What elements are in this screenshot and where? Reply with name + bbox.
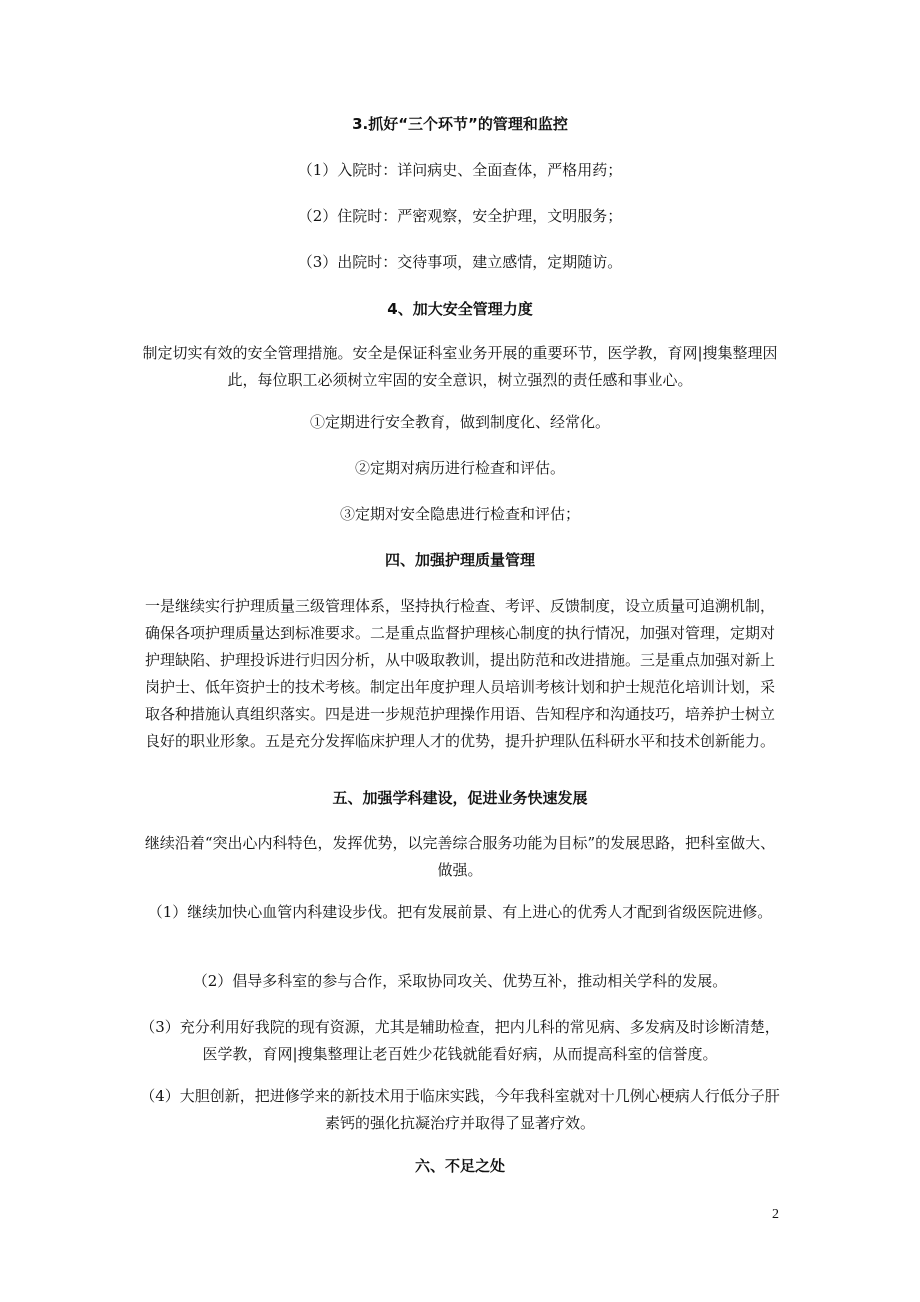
item-innovation: （4）大胆创新，把进修学来的新技术用于临床实践，今年我科室就对十几例心梗病人行低分子肝素钙的强化抗凝治疗并取得了显著疗效。 [140,1087,780,1132]
item-hospitalization: （2）住院时：严密观察，安全护理，文明服务； [297,207,623,225]
heading-shortcomings: 六、不足之处 [414,1157,505,1175]
item-record-check: ②定期对病历进行检查和评估。 [354,459,565,477]
heading-three-links: 3.抓好“三个环节”的管理和监控 [352,115,568,133]
item-discharge: （3）出院时：交待事项，建立感情，定期随访。 [297,253,623,271]
paragraph-safety-measures: 制定切实有效的安全管理措施。安全是保证科室业务开展的重要环节，医学教，育网|搜集整理因此，每位职工必须树立牢固的安全意识，树立强烈的责任感和事业心。 [142,344,778,389]
heading-discipline-building: 五、加强学科建设，促进业务快速发展 [332,789,588,807]
heading-safety-management: 4、加大安全管理力度 [387,300,533,318]
item-resource-use: （3）充分利用好我院的现有资源，尤其是辅助检查，把内儿科的常见病、多发病及时诊断清楚，医学教，育网|搜集整理让老百姓少花钱就能看好病，从而提高科室的信誉度。 [140,1018,780,1063]
paragraph-nursing-quality: 一是继续实行护理质量三级管理体系，坚持执行检查、考评、反馈制度，设立质量可追溯机制，确保各项护理质量达到标准要求。二是重点监督护理核心制度的执行情况，加强对管理，定期对护理缺陷、护理投诉进行归因分析，从中吸取教训，提出防范和改进措施。三是重点加强对新上岗护士、低年资护士的技术考核。制定出年度护理人员培训考核计划和护士规范化培训计划，采取各种措施认真组织落实。四是进一步规范护理操作用语、告知程序和沟通技巧，培养护士树立良好的职业形象。五是充分发挥临床护理人才的优势，提升护理队伍科研水平和技术创新能力。 [144,597,775,750]
heading-nursing-quality: 四、加强护理质量管理 [384,551,535,569]
item-multidepartment-cooperation: （2）倡导多科室的参与合作，采取协同攻关、优势互补，推动相关学科的发展。 [192,972,728,990]
item-admission: （1）入院时：详问病史、全面查体，严格用药； [297,161,623,179]
item-safety-education: ①定期进行安全教育，做到制度化、经常化。 [309,413,610,431]
item-hazard-check: ③定期对安全隐患进行检查和评估； [339,505,580,523]
paragraph-development-idea: 继续沿着“突出心内科特色，发挥优势，以完善综合服务功能为目标”的发展思路，把科室做大、做强。 [144,834,776,879]
item-cardiology-building: （1）继续加快心血管内科建设步伐。把有发展前景、有上进心的优秀人才配到省级医院进修。 [147,903,773,921]
page-number: 2 [772,1207,779,1222]
